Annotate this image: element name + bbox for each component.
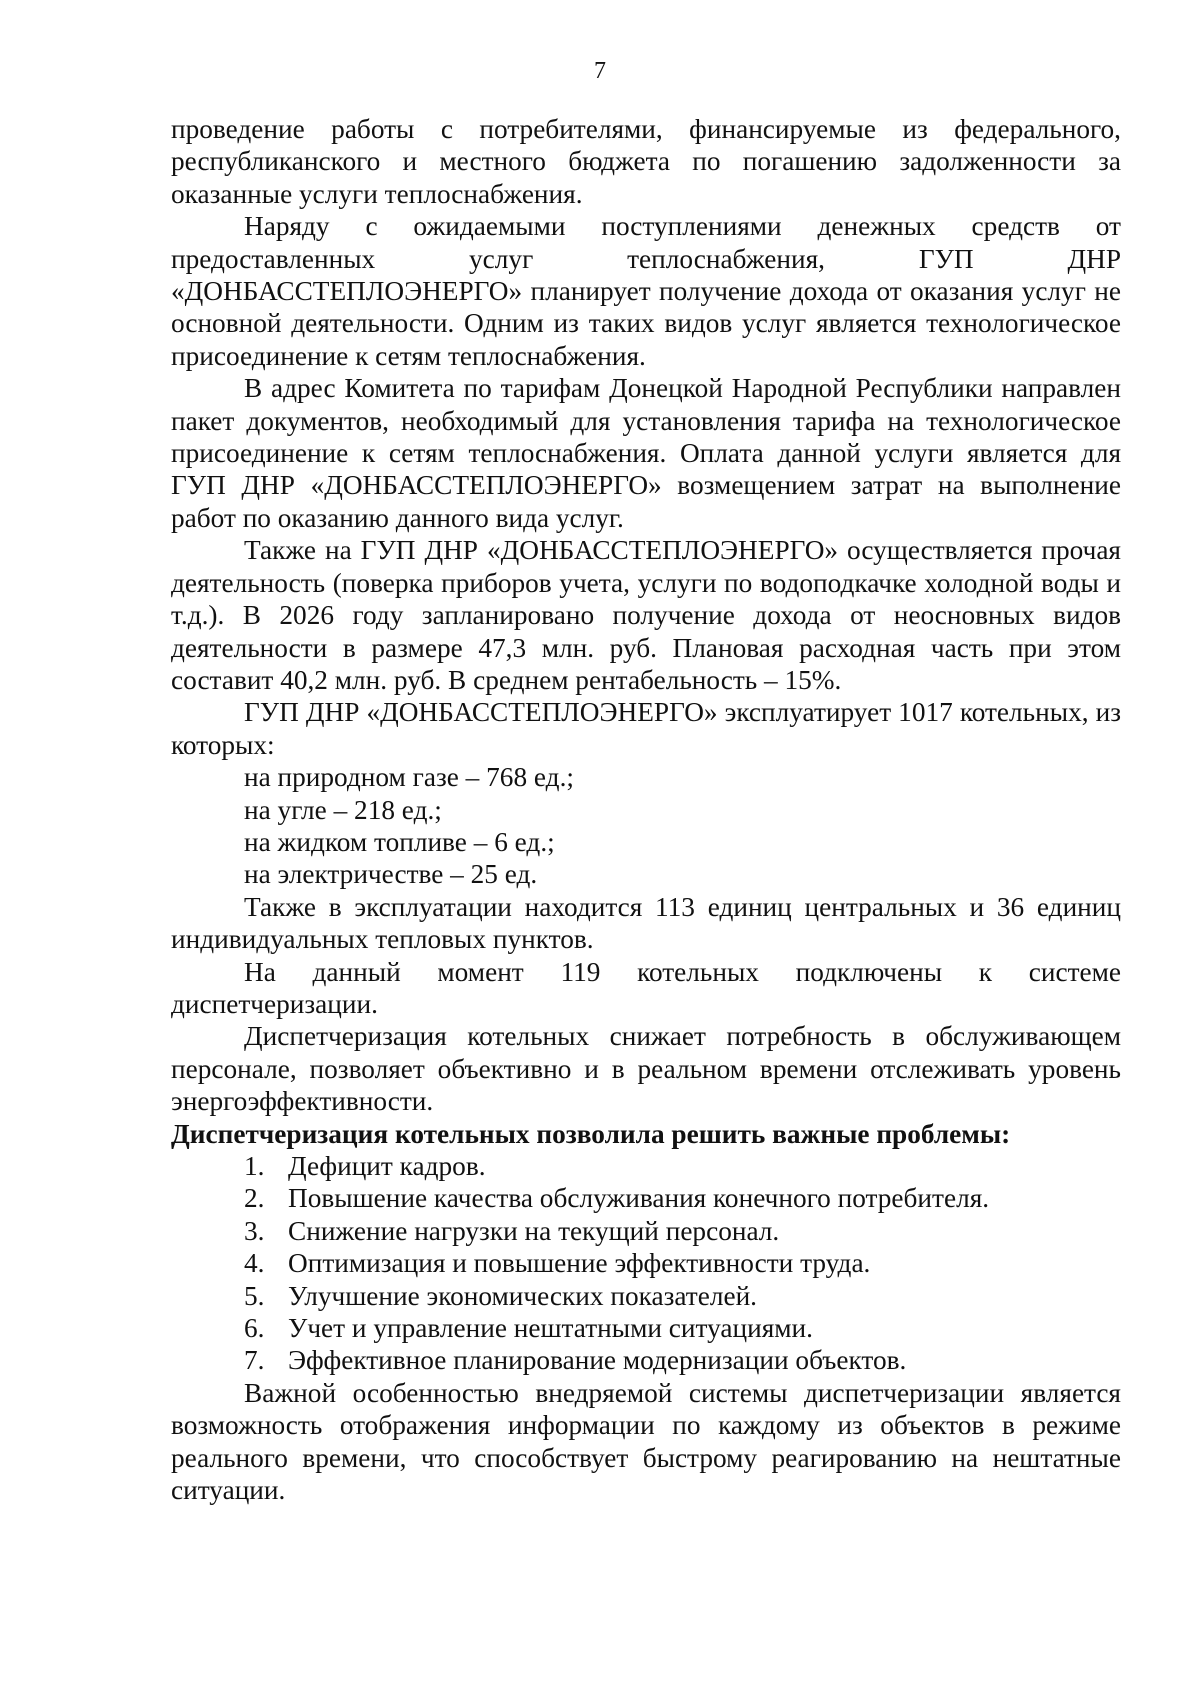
- boiler-type-item: на природном газе – 768 ед.;: [244, 762, 574, 793]
- problem-item: [171, 1150, 1121, 1182]
- problem-number: 2.: [244, 1183, 265, 1214]
- problem-number: 6.: [244, 1313, 265, 1344]
- boiler-type-item: на электричестве – 25 ед.: [244, 859, 538, 890]
- problem-text: Оптимизация и повышение эффективности труда.: [288, 1248, 871, 1279]
- problem-text: Эффективное планирование модернизации объектов.: [288, 1345, 907, 1376]
- problem-number: 7.: [244, 1345, 265, 1376]
- problem-text: Учет и управление нештатными ситуациями.: [288, 1313, 813, 1344]
- closing-paragraph: Важной особенностью внедряемой системы диспетчеризации является возможность отображения информации по каждому из объектов в режиме реального времени, что способствует быстрому реагированию на нештатные ситуации.: [171, 1377, 1121, 1506]
- problem-number: 3.: [244, 1215, 265, 1246]
- boiler-type-item: на жидком топливе – 6 ед.;: [244, 826, 555, 857]
- paragraph-2: Наряду с ожидаемыми поступлениями денежных средств от предоставленных услуг теплоснабжения, ГУП ДНР «ДОНБАССТЕПЛОЭНЕРГО» планирует получение дохода от оказания услуг не основной деятельности. Одним из таких видов услуг является технологическое присоединение к сетям теплоснабжения.: [171, 211, 1121, 371]
- problem-text: Дефицит кадров.: [288, 1151, 486, 1181]
- paragraph-group-dispatch: [171, 891, 1121, 1118]
- paragraph-3: В адрес Комитета по тарифам Донецкой Народной Республики направлен пакет документов, необходимый для установления тарифа на технологическое присоединение к сетям теплоснабжения. Оплата данной услуги является для ГУП ДНР «ДОНБАССТЕПЛОЭНЕРГО» возмещением затрат на выполнение работ по оказанию данного вида услуг.: [171, 373, 1121, 533]
- problem-number: 5.: [244, 1280, 265, 1311]
- problems-heading: Диспетчеризация котельных позволила решить важные проблемы:: [171, 1118, 1011, 1149]
- problem-item: [171, 1215, 1121, 1247]
- paragraph-after-3: Диспетчеризация котельных снижает потребность в обслуживающем персонале, позволяет объективно и в реальном времени отслеживать уровень энергоэффективности.: [171, 1021, 1121, 1117]
- problem-number: 1.: [244, 1151, 265, 1181]
- page-number: 7: [594, 58, 606, 84]
- paragraph-after-2: На данный момент 119 котельных подключены к системе диспетчеризации.: [171, 956, 1121, 1019]
- problem-text: Снижение нагрузки на текущий персонал.: [288, 1215, 780, 1246]
- paragraph-group-intro: [171, 113, 1121, 761]
- problem-text: Улучшение экономических показателей.: [288, 1280, 758, 1311]
- problem-item: [171, 1182, 1121, 1214]
- problems-list: [171, 1150, 1121, 1377]
- paragraph-1: проведение работы с потребителями, финансируемые из федерального, республиканского и местного бюджета по погашению задолженности за оказанные услуги теплоснабжения.: [171, 114, 1121, 209]
- boiler-type-list: [171, 761, 1121, 891]
- problem-number: 4.: [244, 1248, 265, 1279]
- boiler-type-item: на угле – 218 ед.;: [244, 794, 442, 825]
- problem-item: [171, 1247, 1121, 1279]
- problem-item: [171, 1344, 1121, 1376]
- paragraph-5: ГУП ДНР «ДОНБАССТЕПЛОЭНЕРГО» эксплуатирует 1017 котельных, из которых:: [171, 697, 1121, 760]
- paragraph-4: Также на ГУП ДНР «ДОНБАССТЕПЛОЭНЕРГО» осуществляется прочая деятельность (поверка приборов учета, услуги по водоподкачке холодной воды и т.д.). В 2026 году запланировано получение дохода от неосновных видов деятельности в размере 47,3 млн. руб. Плановая расходная часть при этом составит 40,2 млн. руб. В среднем рентабельность – 15%.: [171, 535, 1121, 695]
- problem-item: [171, 1312, 1121, 1344]
- paragraph-after-1: Также в эксплуатации находится 113 единиц центральных и 36 единиц индивидуальных тепловых пунктов.: [171, 891, 1121, 955]
- document-body: [171, 113, 1121, 1506]
- problem-item: [171, 1280, 1121, 1312]
- problem-text: Повышение качества обслуживания конечного потребителя.: [288, 1183, 990, 1214]
